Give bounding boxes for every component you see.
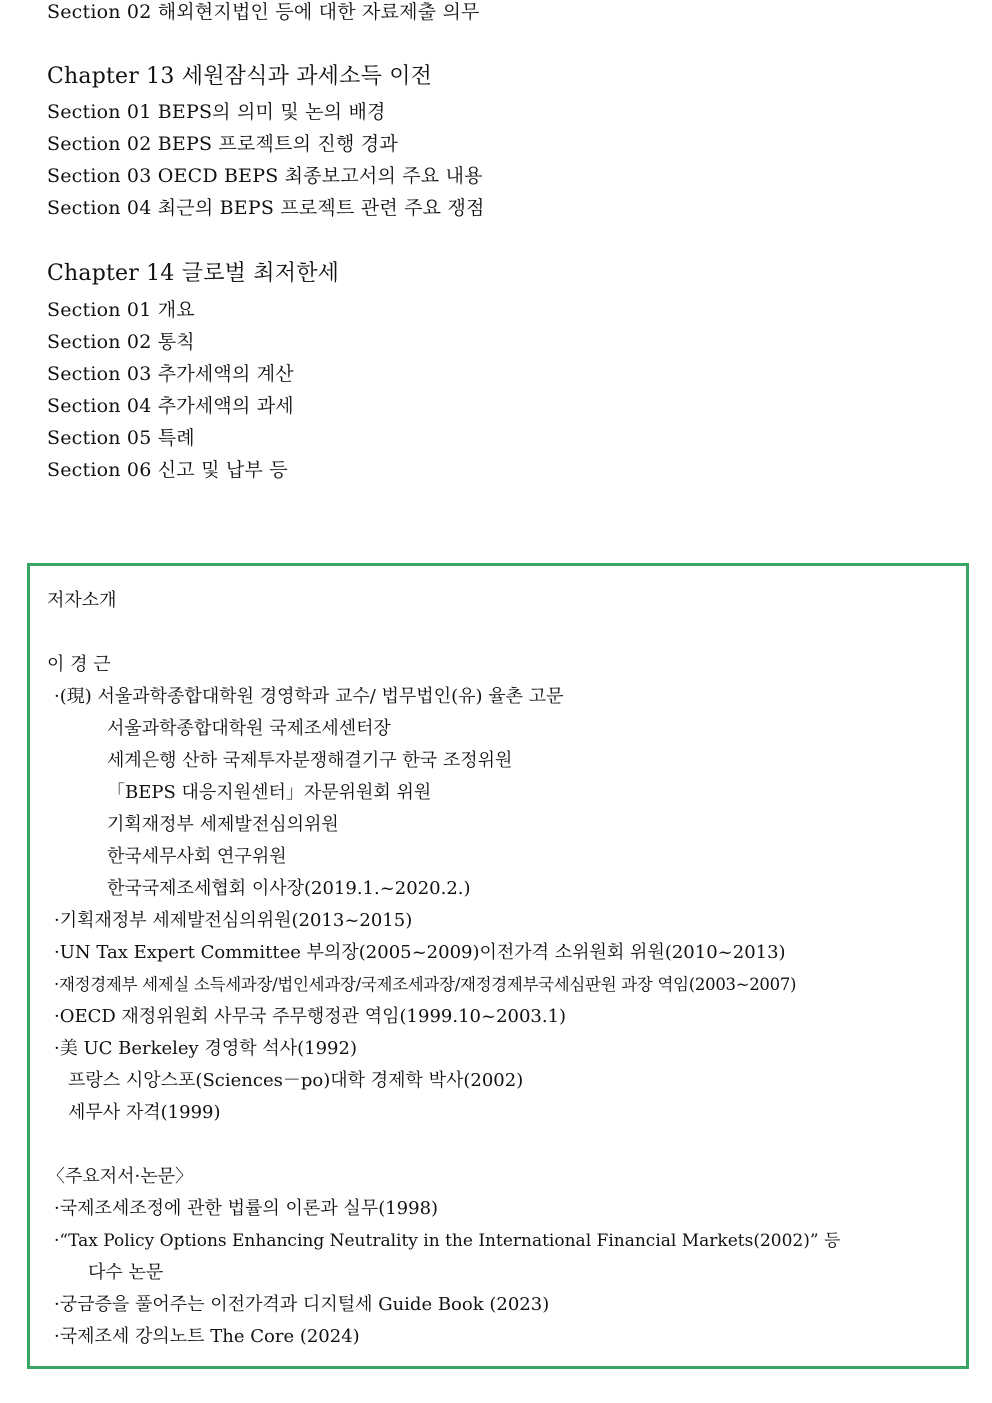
works-heading: 〈주요저서·논문〉 [47,1166,194,1187]
career-item: 한국세무사회 연구위원 [107,846,287,867]
career-item: 「BEPS 대응지원센터」자문위원회 위원 [107,782,432,803]
career-item: ·UN Tax Expert Committee 부의장(2005~2009)이전가격 소위원회 위원(2010~2013) [54,942,786,963]
career-item: ·美 UC Berkeley 경영학 석사(1992) [54,1038,357,1059]
work-item: ·궁금증을 풀어주는 이전가격과 디지털세 Guide Book (2023) [54,1294,550,1315]
work-item: ·“Tax Policy Options Enhancing Neutrality in the International Financial Markets(2002)” 등 [54,1231,841,1251]
toc-section: Section 04 추가세액의 과세 [47,395,294,417]
author-name: 이 경 근 [47,654,111,675]
toc-prev-section: Section 02 해외현지법인 등에 대한 자료제출 의무 [47,1,480,23]
toc-section: Section 03 추가세액의 계산 [47,363,294,385]
career-item: 세계은행 산하 국제투자분쟁해결기구 한국 조정위원 [107,750,513,771]
career-item: ·기획재정부 세제발전심의위원(2013~2015) [54,910,413,931]
toc-section: Section 01 개요 [47,299,195,321]
toc-section: Section 05 특례 [47,427,195,449]
toc-section: Section 06 신고 및 납부 등 [47,459,288,481]
chapter-14-title: Chapter 14 글로벌 최저한세 [47,261,340,286]
career-item: 기획재정부 세제발전심의위원 [107,814,339,835]
author-heading: 저자소개 [47,590,117,611]
career-item: 한국국제조세협회 이사장(2019.1.~2020.2.) [107,878,471,899]
career-item: ·재정경제부 세제실 소득세과장/법인세과장/국제조세과장/재정경제부국세심판원 과장 역임(2003~2007) [54,975,797,994]
career-item: 프랑스 시앙스포(Sciences－po)대학 경제학 박사(2002) [68,1070,524,1091]
career-item: ·OECD 재정위원회 사무국 주무행정관 역임(1999.10~2003.1) [54,1006,567,1027]
author-box [27,563,969,1369]
chapter-13-title: Chapter 13 세원잠식과 과세소득 이전 [47,64,433,89]
toc-section: Section 02 BEPS 프로젝트의 진행 경과 [47,133,398,155]
career-item: ·(現) 서울과학종합대학원 경영학과 교수/ 법무법인(유) 율촌 고문 [54,686,564,707]
career-item: 세무사 자격(1999) [68,1102,221,1123]
toc-section: Section 02 통칙 [47,331,195,353]
toc-section: Section 04 최근의 BEPS 프로젝트 관련 주요 쟁점 [47,197,485,219]
toc-section: Section 01 BEPS의 의미 및 논의 배경 [47,101,386,123]
toc-section: Section 03 OECD BEPS 최종보고서의 주요 내용 [47,165,483,187]
career-item: 서울과학종합대학원 국제조세센터장 [107,718,391,739]
work-item: ·국제조세조정에 관한 법률의 이론과 실무(1998) [54,1198,439,1219]
work-item: 다수 논문 [88,1262,164,1283]
work-item: ·국제조세 강의노트 The Core (2024) [54,1326,360,1347]
